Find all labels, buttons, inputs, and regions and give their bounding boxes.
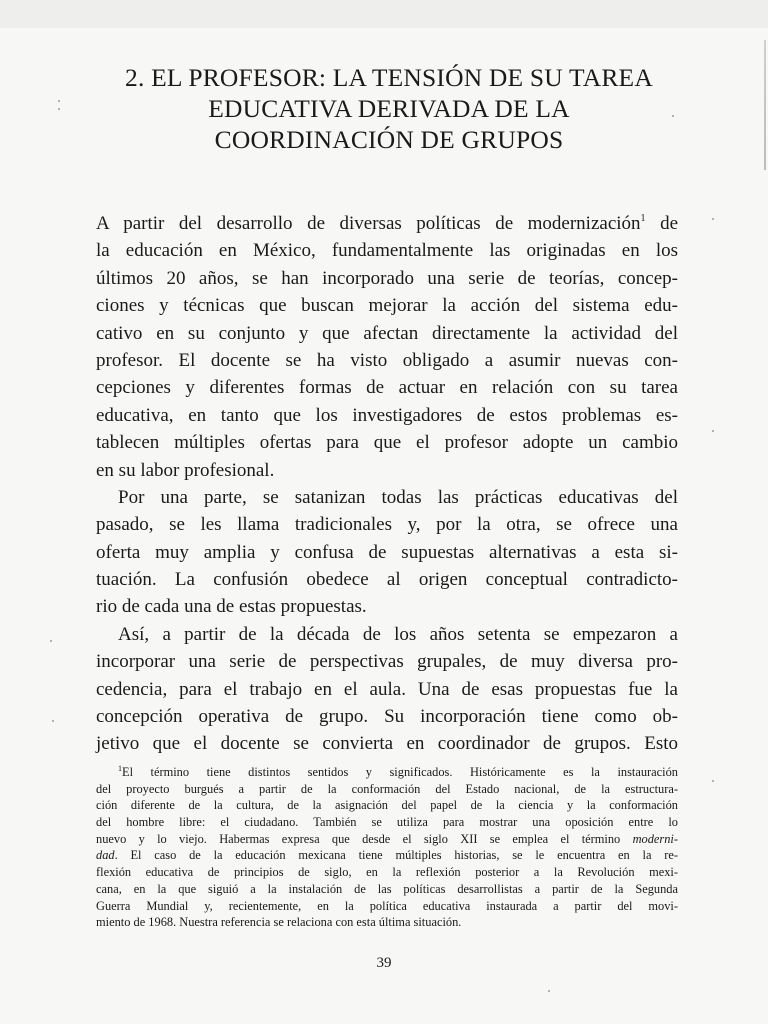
scan-speck [672,115,674,117]
body-line: Así, a partir de la década de los años setenta se empezaron a [118,623,678,645]
footnote-line-text: nuevo y lo viejo. Habermas expresa que desde el siglo XII se emplea el término [96,831,633,846]
footnote [96,764,678,931]
footnote-italic-term: dad [96,848,115,863]
scan-speck [712,780,714,782]
body-line: incorporar una serie de perspectivas grupales, de muy diversa pro- [96,651,678,673]
scan-speck [712,218,714,220]
footnote-line [96,847,678,864]
footnote-line: del hombre libre: el ciudadano. También se utiliza para mostrar una oposición entre lo [96,815,678,830]
scan-speck [58,100,60,102]
footnote-line: del proyecto burgués a partir de la conformación del Estado nacional, de la estructura- [96,781,678,796]
chapter-title-line-3: COORDINACIÓN DE GRUPOS [214,125,564,154]
body-line: educativa, en tanto que los investigadores de estos problemas es- [96,404,678,426]
body-line: cedencia, para el trabajo en el aula. Una de esas propuestas fue la [96,678,678,700]
footnote-line [96,831,678,848]
body-line: últimos 20 años, se han incorporado una serie de teorías, concep- [96,267,678,289]
body-line: Por una parte, se satanizan todas las prácticas educativas del [118,486,678,508]
footnote-line [96,764,678,781]
body-line: cepciones y diferentes formas de actuar en relación con su tarea [96,377,678,399]
scan-speck [548,990,550,992]
scan-speck [50,640,52,642]
footnote-number: 1 [118,764,122,773]
body-line: ciones y técnicas que buscan mejorar la acción del sistema edu- [96,295,678,317]
body-line: tuación. La confusión obedece al origen conceptual contradicto- [96,569,678,591]
body-line: oferta muy amplia y confusa de supuestas alternativas a esta si- [96,541,678,563]
body-line: la educación en México, fundamentalmente las originadas en los [96,240,678,262]
page-number: 39 [376,955,392,971]
footnote-line: miento de 1968. Nuestra referencia se relaciona con esta última situación. [96,915,462,930]
body-line-text: A partir del desarrollo de diversas políticas de modernización [96,213,641,234]
chapter-title-line-1: 2. EL PROFESOR: LA TENSIÓN DE SU TAREA [125,63,653,92]
footnote-italic-term: moderni- [632,831,678,846]
scan-speck [712,430,714,432]
body-line-text: de [645,213,678,234]
footnote-line: flexión educativa de principios de siglo, en la reflexión posterior a la Revolución mexi- [96,865,678,880]
footnote-reference: 1 [640,213,646,224]
footnote-line: Guerra Mundial y, recientemente, en la política educativa instaurada a partir del movi- [96,898,678,913]
body-line: tablecen múltiples ofertas para que el profesor adopte un cambio [96,432,678,454]
chapter-title-line-2: EDUCATIVA DERIVADA DE LA [208,94,570,123]
chapter-title [100,62,678,155]
body-line: concepción operativa de grupo. Su incorporación tiene como ob- [96,706,678,728]
footnote-line-text: . El caso de la educación mexicana tiene múltiples historias, se le encuentra en la re- [114,848,678,863]
body-text [96,210,678,758]
scan-speck [52,720,54,722]
body-line [96,210,678,237]
body-line: pasado, se les llama tradicionales y, por la otra, se ofrece una [96,514,678,536]
body-line: cativo en su conjunto y que afectan directamente la actividad del [96,322,678,344]
body-line: jetivo que el docente se convierta en coordinador de grupos. Esto [96,733,678,755]
scan-speck [58,108,60,110]
body-line: rio de cada una de estas propuestas. [96,596,367,618]
body-line: profesor. El docente se ha visto obligado a asumir nuevas con- [96,349,678,371]
footnote-line: ción diferente de la cultura, de la asignación del papel de la ciencia y la conformación [96,798,678,813]
footnote-line-text: El término tiene distintos sentidos y significados. Históricamente es la instauración [122,765,678,779]
body-line: en su labor profesional. [96,459,275,481]
footnote-line: cana, en la que siguió a la instalación de las políticas desarrollistas a partir de la Segunda [96,881,678,896]
